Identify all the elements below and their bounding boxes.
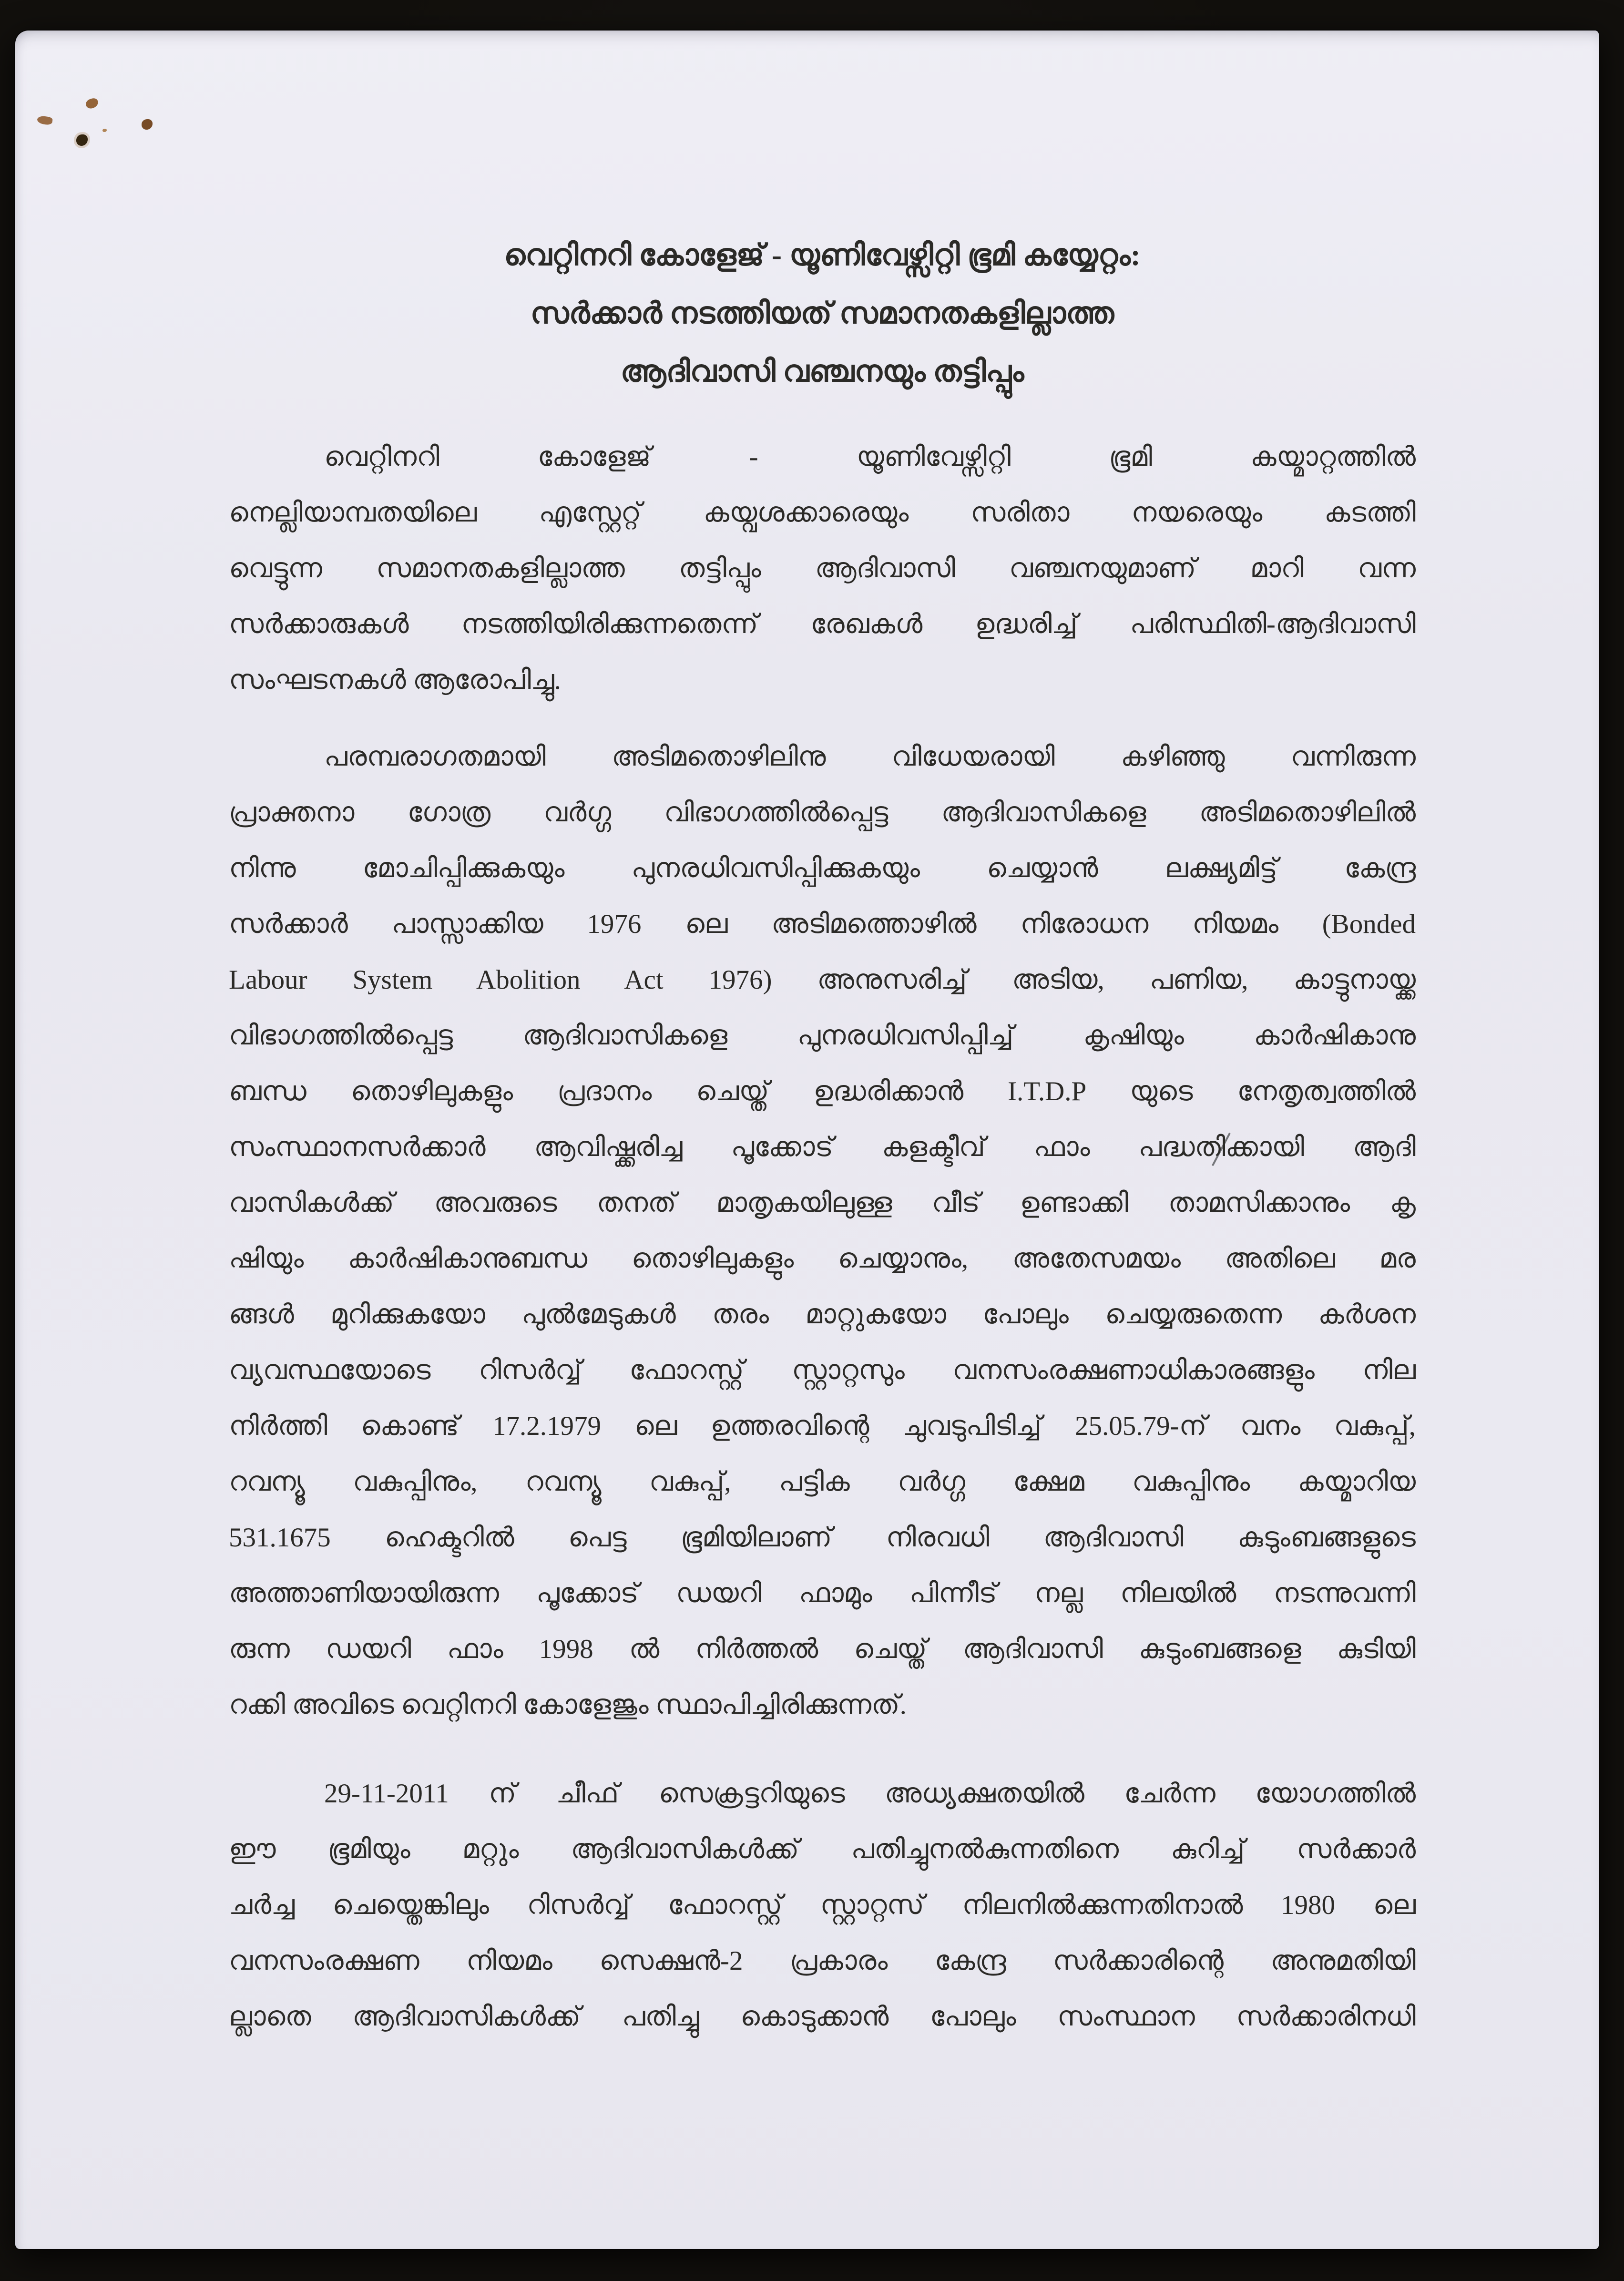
paper-stain: [142, 119, 153, 130]
title-line-1: വെറ്റിനറി കോളേജ് - യൂണിവേഴ്സിറ്റി ഭൂമി കയ്യേറ്റം:: [504, 238, 1141, 272]
text-line: വെട്ടുന്ന സമാനതകളില്ലാത്ത തട്ടിപ്പും ആദിവാസി വഞ്ചനയുമാണ് മാറി വന്ന: [229, 553, 1416, 583]
text-line: പരമ്പരാഗതമായി അടിമതൊഴിലിനു വിധേയരായി കഴിഞ്ഞു വന്നിരുന്ന: [324, 742, 1416, 772]
text-line: സംസ്ഥാനസർക്കാർ ആവിഷ്ക്കരിച്ച പൂക്കോട് കളക്ടീവ് ഫാം പദ്ധതിക്കായി ആദി: [229, 1132, 1416, 1162]
text-line: വ്യവസ്ഥയോടെ റിസർവ്വ് ഫോറസ്റ്റ് സ്റ്റാറ്റസും വനസംരക്ഷണാധികാരങ്ങളും നില: [229, 1355, 1416, 1385]
text-line: ല്ലാതെ ആദിവാസികൾക്ക് പതിച്ചു കൊടുക്കാൻ പോലും സംസ്ഥാന സർക്കാരിനധി: [229, 2002, 1416, 2032]
text-line: 531.1675 ഹെക്ടറിൽ പെട്ട ഭൂമിയിലാണ് നിരവധി ആദിവാസി കുടുംബങ്ങളുടെ: [229, 1523, 1416, 1553]
text-line: ബന്ധ തൊഴിലുകളും പ്രദാനം ചെയ്ത് ഉദ്ധരിക്കാൻ I.T.D.P യുടെ നേതൃത്വത്തിൽ: [229, 1076, 1416, 1106]
text-line: വാസികൾക്ക് അവരുടെ തനത് മാതൃകയിലുള്ള വീട് ഉണ്ടാക്കി താമസിക്കാനും കൃ: [229, 1188, 1416, 1218]
document-title: [229, 226, 1416, 400]
text-line: നെല്ലിയാമ്പതയിലെ എസ്റ്റേറ്റ് കയ്വശക്കാരെയും സരിതാ നയരെയും കടത്തി: [229, 498, 1416, 528]
title-line-3: ആദിവാസി വഞ്ചനയും തട്ടിപ്പും: [620, 355, 1024, 388]
text-line: 29-11-2011 ന് ചീഫ് സെക്രട്ടറിയുടെ അധ്യക്ഷതയിൽ ചേർന്ന യോഗത്തിൽ: [324, 1779, 1416, 1809]
paragraph-1: [229, 429, 1416, 708]
text-line: റവന്യൂ വകുപ്പിനും, റവന്യൂ വകുപ്പ്, പട്ടിക വർഗ്ഗ ക്ഷേമ വകുപ്പിനും കയ്മാറിയ: [229, 1467, 1416, 1497]
paper-stain: [102, 129, 107, 132]
text-line: വെറ്റിനറി കോളേജ് - യൂണിവേഴ്സിറ്റി ഭൂമി കയ്മാറ്റത്തിൽ: [324, 442, 1416, 472]
paragraph-3: [229, 1766, 1416, 2045]
text-line: നിന്നു മോചിപ്പിക്കുകയും പുനരധിവസിപ്പിക്കുകയും ചെയ്യാൻ ലക്ഷ്യമിട്ട് കേന്ദ്ര: [229, 853, 1416, 883]
text-line: പ്രാക്തനാ ഗോത്ര വർഗ്ഗ വിഭാഗത്തിൽപ്പെട്ട ആദിവാസികളെ അടിമതൊഴിലിൽ: [229, 798, 1416, 828]
text-line: അത്താണിയായിരുന്ന പൂക്കോട് ഡയറി ഫാമും പിന്നീട് നല്ല നിലയിൽ നടന്നുവന്നി: [229, 1578, 1416, 1608]
text-line: വിഭാഗത്തിൽപ്പെട്ട ആദിവാസികളെ പുനരധിവസിപ്പിച്ച് കൃഷിയും കാർഷികാനു: [229, 1021, 1416, 1051]
text-line: റക്കി അവിടെ വെറ്റിനറി കോളേജും സ്ഥാപിച്ചിരിക്കുന്നത്.: [229, 1690, 907, 1720]
paragraph-2: [229, 729, 1416, 1733]
text-line: ങ്ങൾ മുറിക്കുകയോ പുൽമേടുകൾ തരം മാറ്റുകയോ പോലും ചെയ്യരുതെന്ന കർശന: [229, 1299, 1416, 1330]
paper-stain: [76, 134, 88, 146]
paper-stain: [37, 115, 53, 125]
text-line: ചർച്ച ചെയ്തെങ്കിലും റിസർവ്വ് ഫോറസ്റ്റ് സ്റ്റാറ്റസ് നിലനിൽക്കുന്നതിനാൽ 1980 ലെ: [229, 1890, 1416, 1920]
text-line: സംഘടനകൾ ആരോപിച്ചു.: [229, 665, 561, 695]
text-line: Labour System Abolition Act 1976) അനുസരിച്ച് അടിയ, പണിയ, കാട്ടുനായ്ക്ക: [229, 965, 1416, 995]
text-line: രുന്ന ഡയറി ഫാം 1998 ൽ നിർത്തൽ ചെയ്ത് ആദിവാസി കുടുംബങ്ങളെ കുടിയി: [229, 1634, 1416, 1664]
text-line: നിർത്തി കൊണ്ട് 17.2.1979 ലെ ഉത്തരവിന്റെ ചുവടുപിടിച്ച് 25.05.79-ന് വനം വകുപ്പ്,: [229, 1411, 1416, 1441]
text-line: വനസംരക്ഷണ നിയമം സെക്ഷൻ-2 പ്രകാരം കേന്ദ്ര സർക്കാരിന്റെ അനുമതിയി: [229, 1946, 1416, 1976]
text-line: സർക്കാർ പാസ്സാക്കിയ 1976 ലെ അടിമത്തൊഴിൽ നിരോധന നിയമം (Bonded: [229, 909, 1416, 939]
document-page: [15, 31, 1599, 2249]
title-line-2: സർക്കാർ നടത്തിയത് സമാനതകളില്ലാത്ത: [530, 297, 1114, 330]
text-line: ഈ ഭൂമിയും മറ്റും ആദിവാസികൾക്ക് പതിച്ചുനൽകുന്നതിനെ കുറിച്ച് സർക്കാർ: [229, 1834, 1416, 1864]
text-line: സർക്കാരുകൾ നടത്തിയിരിക്കുന്നതെന്ന് രേഖകൾ ഉദ്ധരിച്ച് പരിസ്ഥിതി-ആദിവാസി: [229, 609, 1416, 639]
text-line: ഷിയും കാർഷികാനുബന്ധ തൊഴിലുകളും ചെയ്യാനും, അതേസമയം അതിലെ മര: [229, 1244, 1416, 1274]
paper-stain: [85, 97, 99, 110]
